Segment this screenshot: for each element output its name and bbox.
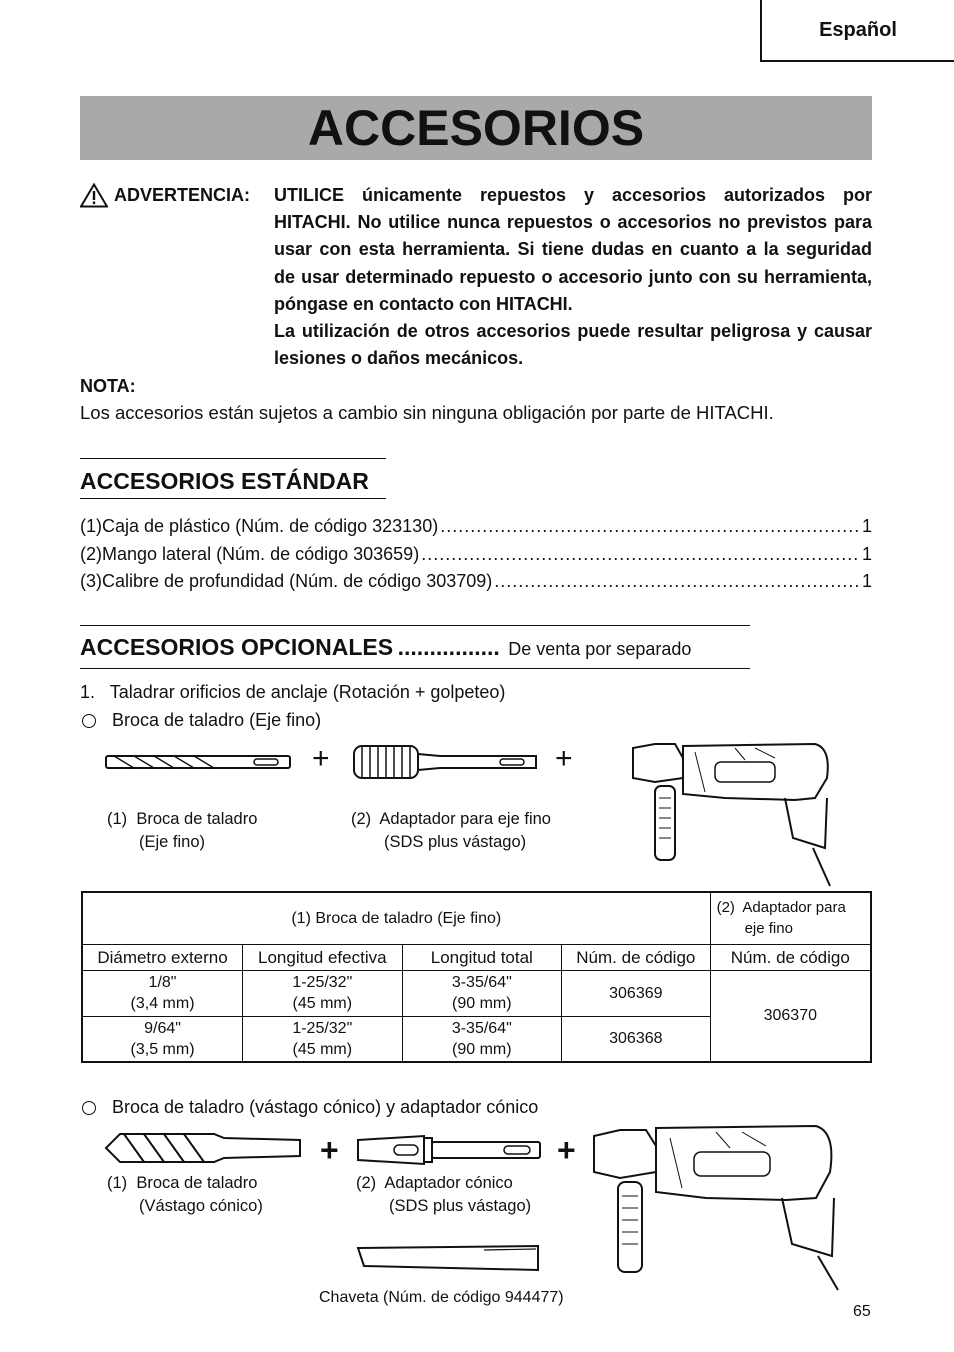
list-item [80,544,872,565]
table-cell [243,1016,403,1062]
bullet-item [82,1097,538,1118]
table-row [82,892,871,944]
section-rule-bottom [80,498,386,499]
table-cell [243,970,403,1016]
table-cell [82,1016,243,1062]
plus-icon: + [557,1132,576,1168]
cell-line: (3,5 mm) [130,1040,195,1058]
caption-line: (1) Broca de taladro [107,1174,258,1192]
table-cell: 306369 [562,970,711,1016]
leader-dots [421,544,860,565]
optional-heading-dots: ................ [397,634,500,660]
list-item-text: (1)Caja de plástico (Núm. de código 323130) [80,516,439,536]
figure-caption [351,808,551,854]
wedge-key-icon [354,1240,544,1280]
list-item-qty: 1 [861,516,872,536]
circle-bullet-icon [82,714,96,728]
drill-bit-thin-shank-icon [104,740,294,784]
section-rule-top [80,625,750,626]
nota-text: Los accesorios están sujetos a cambio sin ninguna obligación por parte de HITACHI. [80,402,774,423]
caption-line: (1) Broca de taladro [107,810,258,828]
warning-label-text: ADVERTENCIA: [114,185,251,205]
section-rule-bottom [80,668,750,669]
warning-paragraph-1: UTILICE únicamente repuestos y accesorios autorizados por HITACHI. No utilice nunca repuestos o accesorios no previstos para usar con esta herramienta. Si tiene dudas en cuanto a la seguridad de usar determinado repuesto o accesorio junto con su herramienta, póngase en contacto con HITACHI. [274,185,872,314]
optional-heading-note: De venta por separado [508,639,692,659]
leader-dots [494,571,860,592]
bullet-item [82,710,321,731]
cell-line: (90 mm) [452,995,512,1012]
table-row [82,944,871,970]
figure-caption [107,808,257,854]
list-item-qty: 1 [861,571,872,591]
cell-line: 1-25/32" [292,974,353,991]
caption-line: (2) Adaptador para eje fino [351,810,551,828]
cell-line: 9/64" [144,1019,181,1037]
table-cell: 306368 [562,1016,711,1062]
table-cell [402,1016,562,1062]
standard-heading: ACCESORIOS ESTÁNDAR [80,468,369,494]
cell-line: 1-25/32" [292,1019,353,1037]
caption-line: (Vástago cónico) [139,1197,263,1215]
cell-line: (45 mm) [292,995,353,1012]
column-header: Núm. de código [710,944,871,970]
rotary-hammer-icon [625,738,835,888]
table-cell: 306370 [710,970,871,1062]
caption-line: (SDS plus vástago) [389,1197,532,1215]
list-item-qty: 1 [861,544,872,564]
table-cell [82,970,243,1016]
list-item-text: (3)Calibre de profundidad (Núm. de código 303709) [80,571,493,591]
cell-line: (3,4 mm) [130,995,195,1012]
warning-label [80,182,250,209]
taper-adapter-icon [354,1130,544,1170]
column-header: Longitud total [402,944,562,970]
language-tab: Español [760,0,954,62]
key-caption: Chaveta (Núm. de código 944477) [319,1289,564,1306]
section-rule-top [80,458,386,459]
warning-paragraph-2: La utilización de otros accesorios puede resultar peligrosa y causar lesiones o daños mecánicos. [274,321,872,369]
nota-label: NOTA: [80,376,136,396]
warning-block [80,182,872,372]
bullet-item-text: Broca de taladro (vástago cónico) y adaptador cónico [112,1097,539,1117]
caption-line: (SDS plus vástago) [384,833,527,851]
page-title-bar [80,96,872,160]
warning-triangle-icon [80,183,108,208]
leader-dots [440,516,860,537]
cell-line: 3-35/64" [451,1019,512,1037]
figure-caption [107,1172,263,1218]
header-line: (2) Adaptador para [716,899,846,917]
column-header: Longitud efectiva [243,944,403,970]
column-header: Núm. de código [562,944,711,970]
table-row [82,970,871,1016]
thin-shank-adapter-icon [350,740,540,784]
cell-line: (45 mm) [292,1040,353,1058]
plus-icon: + [555,742,573,775]
figure-caption [356,1172,531,1218]
cell-line: 1/8" [148,974,177,991]
cell-line: 3-35/64" [451,974,512,991]
bullet-item-text: Broca de taladro (Eje fino) [112,710,322,730]
column-header: Diámetro externo [82,944,243,970]
page-title: ACCESORIOS [307,100,645,156]
page-number: 65 [853,1303,871,1320]
list-item [80,571,872,592]
table-cell [402,970,562,1016]
caption-line: (2) Adaptador cónico [356,1174,513,1192]
table-header-cell [710,892,871,944]
caption-line: (Eje fino) [139,833,206,851]
cell-line: (90 mm) [452,1040,512,1058]
optional-heading: ACCESORIOS OPCIONALES [80,634,394,660]
list-item [80,516,872,537]
optional-heading-row [80,634,750,661]
plus-icon: + [312,742,330,775]
list-item-text: (2)Mango lateral (Núm. de código 303659) [80,544,420,564]
circle-bullet-icon [82,1101,96,1115]
rotary-hammer-icon [586,1122,846,1292]
numbered-item: 1. Taladrar orificios de anclaje (Rotación + golpeteo) [80,682,506,702]
header-line: eje fino [744,920,793,938]
table-header-cell: (1) Broca de taladro (Eje fino) [82,892,710,944]
taper-shank-drill-bit-icon [104,1126,304,1170]
plus-icon: + [320,1132,339,1168]
specs-table [81,891,872,1063]
